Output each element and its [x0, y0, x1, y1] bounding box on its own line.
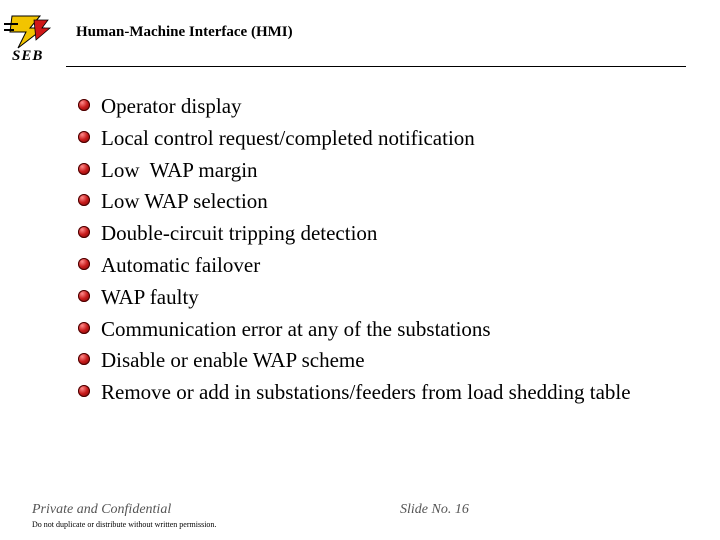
bullet-text: Operator display [101, 94, 242, 118]
bullet-item [76, 126, 696, 150]
footer-notice: Do not duplicate or distribute without written permission. [32, 520, 217, 529]
footer-confidential: Private and Confidential [32, 502, 172, 517]
bullet-icon [78, 194, 90, 206]
logo-text: SEB [12, 48, 44, 64]
bullet-text: Double-circuit tripping detection [101, 221, 378, 246]
bullet-icon [78, 99, 90, 111]
bullet-text: Disable or enable WAP scheme [101, 348, 365, 373]
bullet-item [76, 380, 696, 404]
slide-title: Human-Machine Interface (HMI) [76, 24, 293, 40]
bullet-text: Remove or add in substations/feeders from load shedding table [101, 380, 631, 405]
bullet-icon [78, 353, 90, 365]
bullet-icon [78, 322, 90, 334]
bullet-item [76, 285, 696, 309]
bullet-icon [78, 163, 90, 175]
bullet-item [76, 253, 696, 277]
bullet-text: Low WAP margin [101, 157, 258, 182]
seb-logo [4, 14, 66, 66]
bullet-icon [78, 226, 90, 238]
bullet-icon [78, 385, 90, 397]
bullet-list [76, 94, 696, 412]
bullet-item [76, 94, 696, 118]
bullet-item [76, 189, 696, 213]
bullet-text: Automatic failover [101, 252, 261, 277]
bullet-icon [78, 131, 90, 143]
bullet-item [76, 317, 696, 341]
bullet-item [76, 221, 696, 245]
bullet-item [76, 348, 696, 372]
slide-number: Slide No. 16 [400, 502, 469, 517]
bullet-icon [78, 258, 90, 270]
title-divider [66, 66, 686, 67]
bullet-icon [78, 290, 90, 302]
bullet-text: WAP faulty [101, 284, 199, 309]
bullet-item [76, 158, 696, 182]
bullet-text: Communication error at any of the substations [101, 316, 491, 341]
bullet-text: Local control request/completed notification [101, 125, 475, 150]
lightning-bolt-icon [4, 14, 66, 50]
bullet-text: Low WAP selection [101, 189, 268, 214]
